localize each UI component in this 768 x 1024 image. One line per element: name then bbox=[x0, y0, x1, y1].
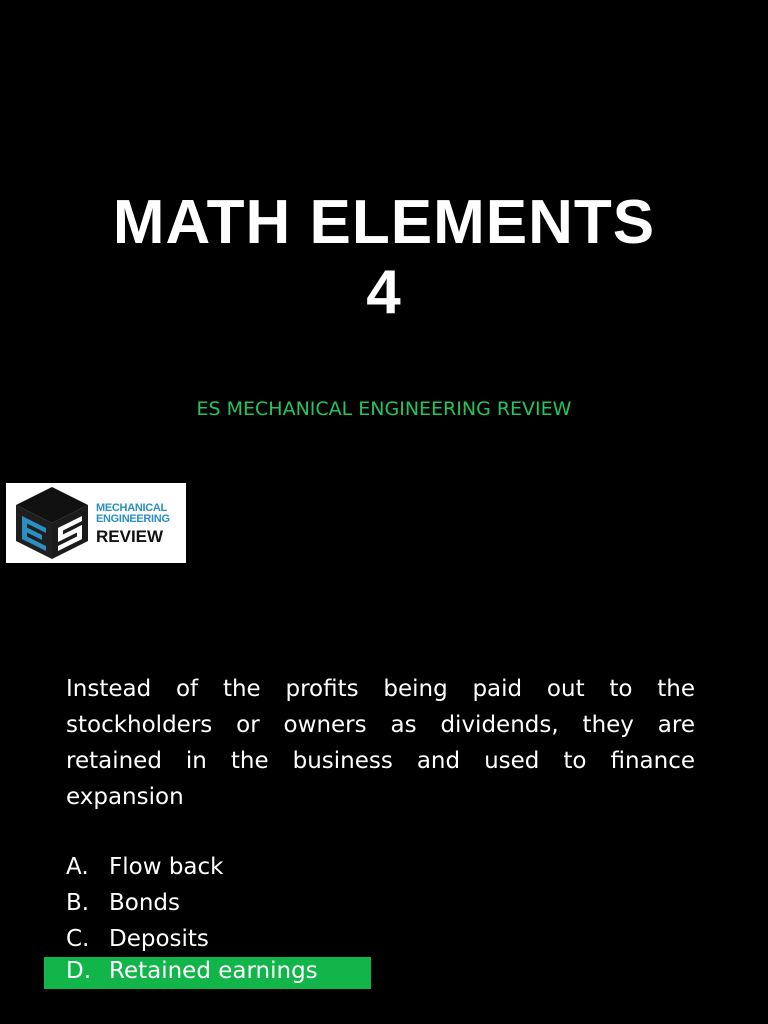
option-b-letter: B. bbox=[66, 890, 90, 916]
option-d-correct bbox=[44, 957, 371, 989]
logo-line-review: REVIEW bbox=[96, 527, 164, 546]
title-line-1: MATH ELEMENTS bbox=[112, 188, 656, 257]
option-d-text: Retained earnings bbox=[109, 958, 318, 984]
es-cube-logo-icon bbox=[12, 485, 92, 561]
slide-title bbox=[0, 188, 768, 328]
option-b-text: Bonds bbox=[109, 890, 181, 916]
option-a-text: Flow back bbox=[109, 854, 224, 880]
option-c-text: Deposits bbox=[109, 926, 209, 952]
option-d-letter: D. bbox=[66, 958, 92, 984]
option-a bbox=[44, 849, 371, 885]
option-c-letter: C. bbox=[66, 926, 90, 952]
option-a-letter: A. bbox=[66, 854, 89, 880]
slide-subtitle: ES MECHANICAL ENGINEERING REVIEW bbox=[196, 398, 572, 420]
logo-wordmark bbox=[96, 503, 184, 545]
es-review-logo bbox=[6, 483, 186, 563]
option-c bbox=[44, 921, 371, 957]
option-b bbox=[44, 885, 371, 921]
answer-options bbox=[44, 849, 704, 989]
logo-line-mechanical: MECHANICAL bbox=[96, 502, 167, 514]
question-text: Instead of the profits being paid out to the stockholders or owners as dividends, they are retained in the business and used to finance expansion bbox=[66, 676, 695, 810]
title-line-2: 4 bbox=[366, 258, 402, 327]
logo-line-engineering: ENGINEERING bbox=[96, 513, 170, 525]
